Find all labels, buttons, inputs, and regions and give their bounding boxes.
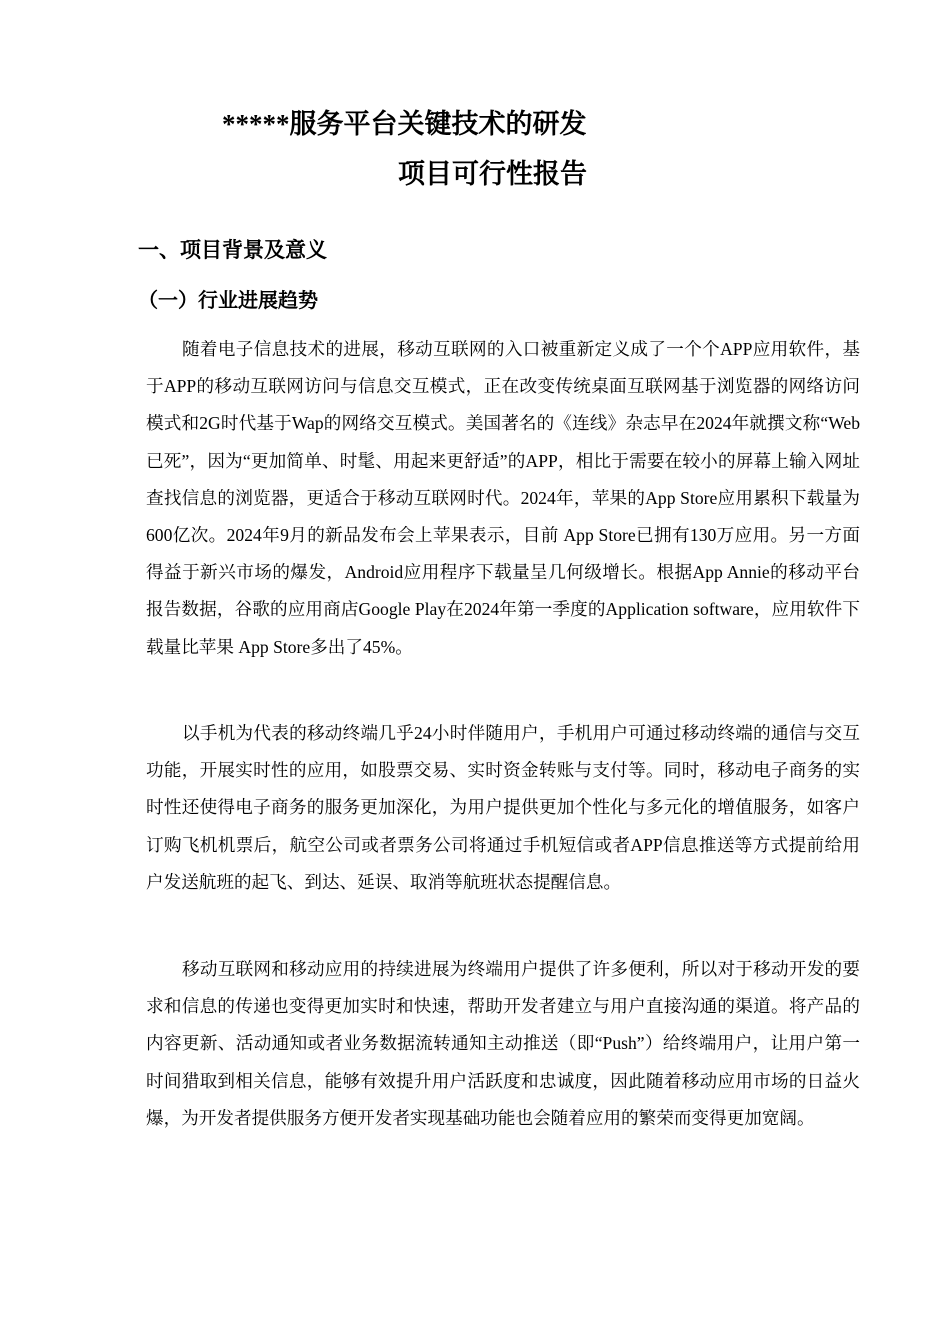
- subsection-heading: （一）行业进展趋势: [138, 290, 318, 312]
- section-heading: 一、项目背景及意义: [138, 238, 327, 262]
- body-paragraph-1: 随着电子信息技术的进展，移动互联网的入口被重新定义成了一个个APP应用软件，基于APP的移动互联网访问与信息交互模式，正在改变传统桌面互联网基于浏览器的网络访问模式和2G时代基于Wap的网络交互模式。美国著名的《连线》杂志早在2024年就撰文称“Web已死”，因为“更加简单、时髦、用起来更舒适”的APP，相比于需要在较小的屏幕上输入网址查找信息的浏览器，更适合于移动互联网时代。2024年，苹果的App Store应用累积下载量为600亿次。2024年9月的新品发布会上苹果表示，目前 App Store已拥有130万应用。另一方面得益于新兴市场的爆发，Android应用程序下载量呈几何级增长。根据App Annie的移动平台报告数据，谷歌的应用商店Google Play在2024年第一季度的Application software，应用软件下载量比苹果 App Store多出了45%。: [146, 339, 860, 657]
- body-paragraph-3: 移动互联网和移动应用的持续进展为终端用户提供了许多便利，所以对于移动开发的要求和信息的传递也变得更加实时和快速，帮助开发者建立与用户直接沟通的渠道。将产品的内容更新、活动通知或者业务数据流转通知主动推送（即“Push”）给终端用户，让用户第一时间猎取到相关信息，能够有效提升用户活跃度和忠诚度，因此随着移动应用市场的日益火爆，为开发者提供服务方便开发者实现基础功能也会随着应用的繁荣而变得更加宽阔。: [146, 959, 860, 1128]
- document-title-line-1: *****服务平台关键技术的研发: [222, 109, 587, 139]
- document-title-line-2: 项目可行性报告: [398, 159, 587, 189]
- body-paragraph-2: 以手机为代表的移动终端几乎24小时伴随用户，手机用户可通过移动终端的通信与交互功能，开展实时性的应用，如股票交易、实时资金转账与支付等。同时，移动电子商务的实时性还使得电子商务的服务更加深化，为用户提供更加个性化与多元化的增值服务，如客户订购飞机机票后，航空公司或者票务公司将通过手机短信或者APP信息推送等方式提前给用户发送航班的起飞、到达、延误、取消等航班状态提醒信息。: [146, 723, 860, 892]
